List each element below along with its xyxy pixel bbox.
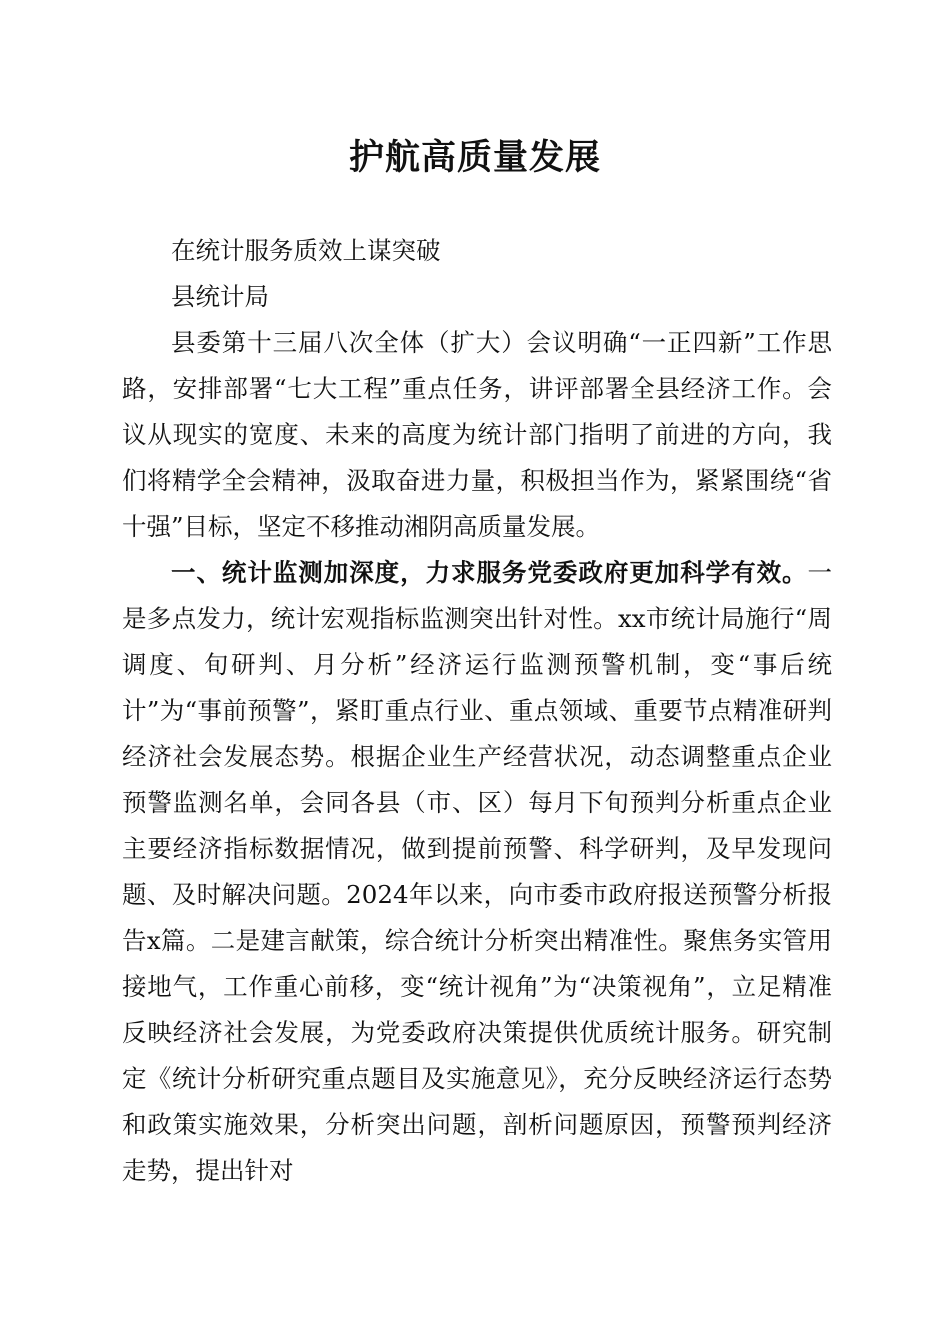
- section-1-paragraph: [122, 550, 832, 1194]
- author: 县统计局: [171, 282, 269, 311]
- section-1-heading: 一、统计监测加深度，力求服务党委政府更加科学有效。: [171, 558, 808, 587]
- subtitle: 在统计服务质效上谋突破: [171, 236, 441, 265]
- document-title: 护航高质量发展: [348, 137, 601, 178]
- intro-paragraph: 县委第十三届八次全体（扩大）会议明确“一正四新”工作思路，安排部署“七大工程”重点任务，讲评部署全县经济工作。会议从现实的宽度、未来的高度为统计部门指明了前进的方向，我们将精学全会精神，汲取奋进力量，积极担当作为，紧紧围绕“省十强”目标，坚定不移推动湘阴高质量发展。: [122, 328, 832, 541]
- document-body: [122, 228, 832, 1194]
- section-1-text: 一是多点发力，统计宏观指标监测突出针对性。xx市统计局施行“周调度、旬研判、月分析”经济运行监测预警机制，变“事后统计”为“事前预警”，紧盯重点行业、重点领域、重要节点精准研判经济社会发展态势。根据企业生产经营状况，动态调整重点企业预警监测名单，会同各县（市、区）每月下旬预判分析重点企业主要经济指标数据情况，做到提前预警、科学研判，及早发现问题、及时解决问题。2024年以来，向市委市政府报送预警分析报告x篇。二是建言献策，综合统计分析突出精准性。聚焦务实管用接地气，工作重心前移，变“统计视角”为“决策视角”，立足精准反映经济社会发展，为党委政府决策提供优质统计服务。研究制定《统计分析研究重点题目及实施意见》，充分反映经济运行态势和政策实施效果，分析突出问题，剖析问题原因，预警预判经济走势，提出针对: [122, 558, 832, 1185]
